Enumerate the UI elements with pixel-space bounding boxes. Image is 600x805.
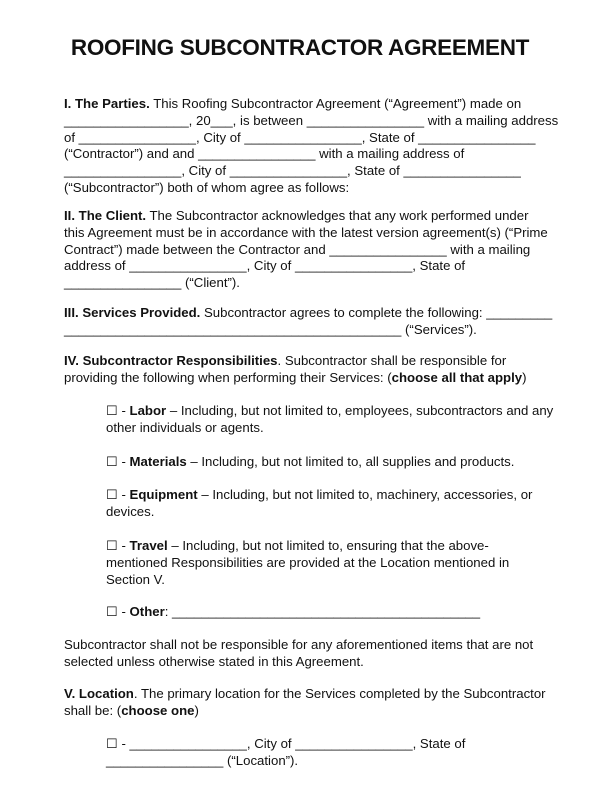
equipment-checkbox[interactable]: ☐ -	[106, 487, 130, 502]
services-text: Subcontractor agrees to complete the following: _________	[200, 305, 553, 320]
option-labor-line-2: other individuals or agents.	[106, 419, 264, 435]
option-materials-line-1	[106, 454, 556, 471]
client-line-1	[64, 208, 554, 225]
option-equipment	[106, 487, 556, 521]
option-materials	[106, 454, 556, 471]
option-other-line-1	[106, 604, 556, 621]
equipment-label: Equipment	[129, 487, 198, 502]
option-equipment-line-1	[106, 487, 556, 504]
location-option	[106, 736, 556, 770]
parties-line-5: ________________, City of ________________, State of ________________	[64, 163, 521, 179]
location-section	[64, 686, 554, 720]
location-option-line-2: ________________ (“Location”).	[106, 752, 299, 768]
responsibilities-section	[64, 353, 554, 387]
client-heading: II. The Client.	[64, 208, 147, 223]
location-line-1	[64, 686, 554, 703]
client-line-5: ________________ (“Client”).	[64, 275, 240, 291]
materials-checkbox[interactable]: ☐ -	[106, 454, 130, 469]
option-equipment-line-2: devices.	[106, 503, 155, 519]
responsibilities-instruction: providing the following when performing their Services: (	[64, 369, 392, 385]
responsibilities-heading: IV. Subcontractor Responsibilities	[64, 353, 278, 368]
services-section	[64, 305, 554, 339]
labor-description: – Including, but not limited to, employees, subcontractors and any	[166, 403, 554, 418]
location-text: . The primary location for the Services completed by the Subcontractor	[133, 686, 546, 701]
location-heading: V. Location	[64, 686, 134, 701]
location-line-2	[64, 703, 554, 720]
parties-line-1	[64, 96, 554, 113]
travel-label: Travel	[129, 538, 168, 553]
labor-checkbox[interactable]: ☐ -	[106, 403, 130, 418]
parties-section	[64, 96, 559, 197]
materials-label: Materials	[129, 454, 187, 469]
location-instruction: shall be: (	[64, 702, 122, 718]
equipment-description: – Including, but not limited to, machinery, accessories, or	[197, 487, 533, 502]
document-title: ROOFING SUBCONTRACTOR AGREEMENT	[70, 35, 530, 60]
services-line-1	[64, 305, 554, 322]
option-travel-line-2: mentioned Responsibilities are provided at the Location mentioned in	[106, 554, 510, 570]
option-travel	[106, 538, 556, 588]
other-blank: : __________________________________________	[164, 604, 481, 619]
parties-text: This Roofing Subcontractor Agreement (“Agreement”) made on	[149, 96, 522, 111]
option-labor	[106, 403, 556, 437]
parties-line-3: of ________________, City of ________________, State of ________________	[64, 129, 536, 145]
travel-description: – Including, but not limited to, ensuring that the above-	[167, 538, 489, 553]
travel-checkbox[interactable]: ☐ -	[106, 538, 130, 553]
labor-label: Labor	[129, 403, 167, 418]
responsibilities-line-1	[64, 353, 554, 370]
parties-heading: I. The Parties.	[64, 96, 150, 111]
responsibilities-note	[64, 637, 554, 671]
responsibilities-instruction-end: )	[522, 369, 527, 385]
parties-line-6: (“Subcontractor”) both of whom agree as follows:	[64, 179, 350, 195]
choose-one-instruction: choose one	[121, 702, 195, 718]
other-label: Other	[129, 604, 165, 619]
services-heading: III. Services Provided.	[64, 305, 201, 320]
option-labor-line-1	[106, 403, 556, 420]
location-instruction-end: )	[194, 702, 199, 718]
responsibilities-line-2	[64, 370, 554, 387]
choose-all-instruction: choose all that apply	[391, 369, 523, 385]
materials-description: – Including, but not limited to, all supplies and products.	[186, 454, 515, 469]
location-option-line-1[interactable]: ☐ - ________________, City of ________________, State of	[106, 736, 466, 751]
option-travel-line-3: Section V.	[106, 571, 165, 587]
other-checkbox[interactable]: ☐ -	[106, 604, 130, 619]
option-other	[106, 604, 556, 621]
note-line-2: selected unless otherwise stated in this Agreement.	[64, 653, 364, 669]
services-line-2: ______________________________________________ (“Services”).	[64, 321, 477, 337]
client-line-4: address of ________________, City of ________________, State of	[64, 258, 466, 274]
client-text: The Subcontractor acknowledges that any work performed under	[146, 208, 529, 223]
client-line-2: this Agreement must be in accordance with the latest version agreement(s) (“Prime	[64, 224, 548, 240]
note-line-1: Subcontractor shall not be responsible for any aforementioned items that are not	[64, 637, 534, 652]
client-section	[64, 208, 554, 292]
client-line-3: Contract”) made between the Contractor and ________________ with a mailing	[64, 241, 531, 257]
parties-line-4: (“Contractor”) and and ________________ with a mailing address of	[64, 146, 465, 162]
responsibilities-text: . Subcontractor shall be responsible for	[277, 353, 507, 368]
option-travel-line-1	[106, 538, 556, 555]
parties-line-2: _________________, 20___, is between ________________ with a mailing address	[64, 112, 559, 128]
